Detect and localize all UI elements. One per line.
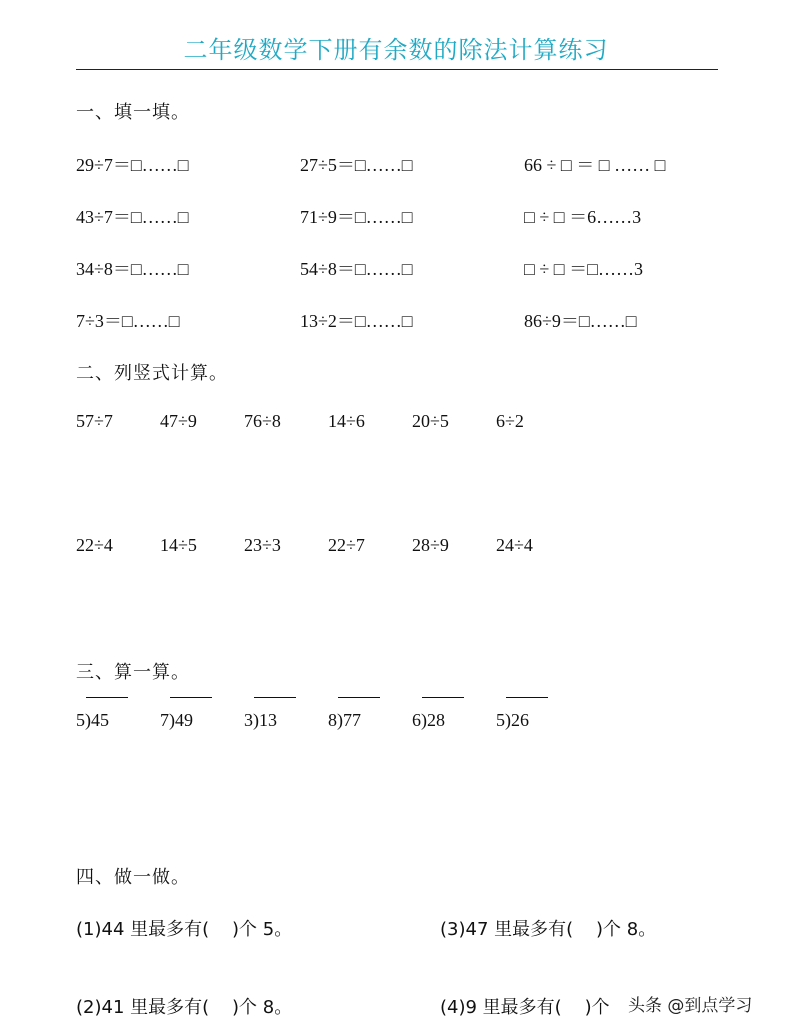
division-bar xyxy=(506,697,548,698)
division-bar xyxy=(254,697,296,698)
long-division-text: 6)28 xyxy=(412,710,445,730)
long-division xyxy=(244,710,314,731)
fill-equation: 34÷8＝□……□ xyxy=(76,259,189,279)
division-expression: 23÷3 xyxy=(244,535,281,555)
fill-equation: □ ÷ □ ＝□……3 xyxy=(524,259,643,279)
division-bar xyxy=(422,697,464,698)
long-division-text: 7)49 xyxy=(160,710,193,730)
section-3-heading: 三、算一算。 xyxy=(76,662,190,683)
fill-equation: □ ÷ □ ＝6……3 xyxy=(524,207,642,227)
fill-equation: 54÷8＝□……□ xyxy=(300,259,413,279)
long-division-text: 5)45 xyxy=(76,710,109,730)
division-expression: 57÷7 xyxy=(76,411,113,431)
division-expression: 24÷4 xyxy=(496,535,533,555)
section-4-heading: 四、做一做。 xyxy=(76,867,190,888)
division-expression: 14÷6 xyxy=(328,411,365,431)
section-2-heading: 二、列竖式计算。 xyxy=(76,363,228,384)
division-bar xyxy=(338,697,380,698)
fill-equation: 29÷7＝□……□ xyxy=(76,155,189,175)
long-division-text: 3)13 xyxy=(244,710,277,730)
division-bar xyxy=(170,697,212,698)
fill-equation: 13÷2＝□……□ xyxy=(300,311,413,331)
long-division-text: 8)77 xyxy=(328,710,361,730)
word-question: (1)44 里最多有( )个 5。 xyxy=(76,919,293,940)
watermark: 头条 @到点学习 xyxy=(628,996,753,1016)
fill-equation: 7÷3＝□……□ xyxy=(76,311,180,331)
division-expression: 20÷5 xyxy=(412,411,449,431)
section-1-heading: 一、填一填。 xyxy=(76,102,190,123)
division-bar xyxy=(86,697,128,698)
fill-equation: 27÷5＝□……□ xyxy=(300,155,413,175)
division-expression: 22÷4 xyxy=(76,535,113,555)
word-question: (3)47 里最多有( )个 8。 xyxy=(440,919,657,940)
title-divider xyxy=(76,69,718,70)
division-expression: 47÷9 xyxy=(160,411,197,431)
division-expression: 6÷2 xyxy=(496,411,524,431)
word-question: (2)41 里最多有( )个 8。 xyxy=(76,997,293,1018)
division-expression: 22÷7 xyxy=(328,535,365,555)
long-division xyxy=(496,710,566,731)
fill-equation: 43÷7＝□……□ xyxy=(76,207,189,227)
page-title: 二年级数学下册有余数的除法计算练习 xyxy=(183,36,609,64)
division-expression: 76÷8 xyxy=(244,411,281,431)
division-expression: 14÷5 xyxy=(160,535,197,555)
fill-equation: 66 ÷ □ ＝ □ …… □ xyxy=(524,155,666,175)
fill-equation: 71÷9＝□……□ xyxy=(300,207,413,227)
word-question: (4)9 里最多有( )个 xyxy=(440,997,610,1018)
fill-equation: 86÷9＝□……□ xyxy=(524,311,637,331)
long-division xyxy=(412,710,482,731)
long-division xyxy=(76,710,146,731)
long-division-text: 5)26 xyxy=(496,710,529,730)
long-division xyxy=(160,710,230,731)
division-expression: 28÷9 xyxy=(412,535,449,555)
long-division xyxy=(328,710,398,731)
